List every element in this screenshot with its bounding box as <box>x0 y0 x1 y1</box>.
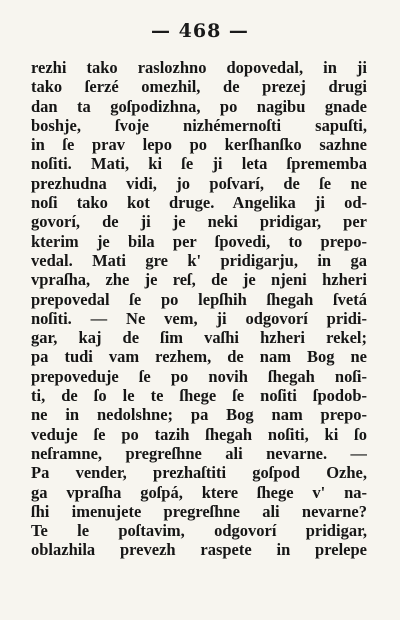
text-line: in ſe prav lepo po kerſhanſko sazhne <box>31 135 367 155</box>
body-text <box>31 58 367 560</box>
text-line: ne in nedolshne; pa Bog nam prepo- <box>31 405 367 425</box>
text-line: dan ta goſpodizhna, po nagibu gnade <box>31 96 367 116</box>
text-line: Pa vender, prezhaſtiti goſpod Ozhe, <box>31 463 367 483</box>
text-line: gar, kaj de ſim vaſhi hzheri rekel; <box>31 328 367 348</box>
text-line: noſiti. — Ne vem, ji odgovorí pridi- <box>31 308 367 328</box>
text-line: tako ſerzé omezhil, de prezej drugi <box>31 77 367 97</box>
page-number: — 468 — <box>151 20 249 42</box>
text-line: ſhi imenujete pregreſhne ali nevarne? <box>31 501 367 521</box>
text-line: noſi tako kot druge. Angelika ji od- <box>31 193 367 213</box>
text-line: kterim je bila per ſpovedi, to prepo- <box>31 231 367 251</box>
text-line: rezhi tako raslozhno dopovedal, in ji <box>31 58 367 77</box>
text-line: ga vpraſha goſpá, ktere ſhege v' na- <box>31 482 367 502</box>
text-line: vpraſha, zhe je reſ, de je njeni hzheri <box>31 270 367 290</box>
text-line: noſiti. Mati, ki ſe ji leta ſprememba <box>31 154 367 174</box>
text-line: ti, de ſo le te ſhege ſe noſiti ſpodob- <box>31 386 367 406</box>
text-line: vedal. Mati gre k' pridigarju, in ga <box>31 250 367 270</box>
text-line: boshje, ſvoje nizhémernoſti sapuſti, <box>31 115 367 135</box>
text-line: prezhudna vidi, jo poſvarí, de ſe ne <box>31 173 367 193</box>
text-line: neſramne, pregreſhne ali nevarne. — <box>31 443 367 463</box>
text-line: pa tudi vam rezhem, de nam Bog ne <box>31 347 367 367</box>
text-line: prepoveduje ſe po novih ſhegah noſi- <box>31 366 367 386</box>
text-line: veduje ſe po tazih ſhegah noſiti, ki ſo <box>31 424 367 444</box>
text-line: prepovedal ſe po lepſhih ſhegah ſvetá <box>31 289 367 309</box>
text-line: govorí, de ji je neki pridigar, per <box>31 212 367 232</box>
text-line: Te le poſtavim, odgovorí pridigar, <box>31 521 367 541</box>
text-line: oblazhila prevezh raspete in prelepe <box>31 540 367 560</box>
